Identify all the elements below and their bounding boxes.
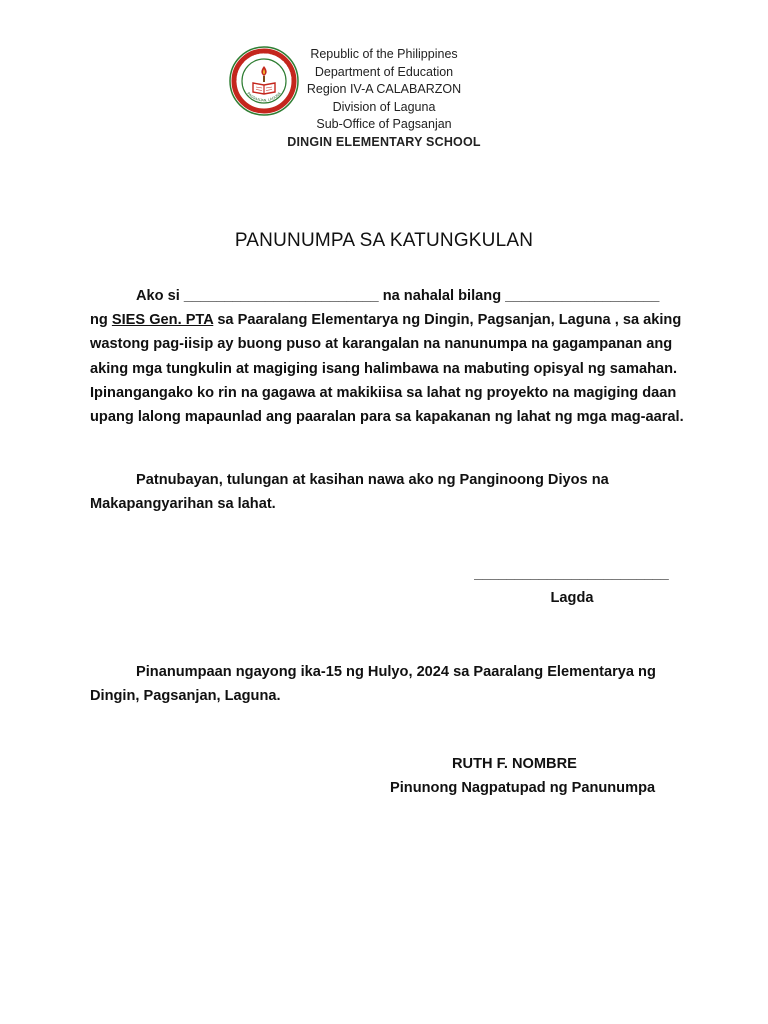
signature-label: Lagda bbox=[550, 590, 594, 606]
oath-text-intro: Ako si bbox=[136, 288, 184, 304]
header-line-suboffice: Sub-Office of Pagsanjan bbox=[316, 117, 452, 131]
header-line-region: Region IV-A CALABARZON bbox=[306, 82, 462, 96]
seal-bottom-text: PAGSANJAN, LAGUNA bbox=[246, 91, 282, 103]
blessing-text: Patnubayan, tulungan at kasihan nawa ako ng Panginoong Diyos na Makapangyarihan sa lahat. bbox=[90, 472, 609, 513]
officer-title: Pinunong Nagpatupad ng Panunumpa bbox=[390, 780, 656, 796]
blessing-paragraph bbox=[90, 468, 690, 516]
oath-text-elected: na nahalal bilang bbox=[378, 288, 506, 304]
oath-paragraph bbox=[90, 284, 690, 429]
header-line-department: Department of Education bbox=[314, 64, 454, 79]
organization-name: SIES Gen. PTA bbox=[111, 312, 214, 329]
oath-text-body: sa Paaralang Elementarya ng Dingin, Pagsanjan, Laguna , sa aking wastong pag-iisip ay buong puso at karangalan na nanunumpa na gagampanan ang aking mga tungkulin at magiging isang halimbawa na mabuting opisyal ng samahan. Ipinangangako ko rin na gagawa at makikiisa sa lahat ng proyekto na magiging daan upang lalong mapaunlad ang paaralan para sa kapakanan ng lahat ng mga mag-aaral. bbox=[90, 312, 684, 426]
header-line-division: Division of Laguna bbox=[332, 99, 436, 114]
seal-top-text: DINGIN ELEMENTARY SCHOO bbox=[235, 52, 293, 83]
header-line-republic: Republic of the Philippines bbox=[310, 47, 458, 61]
position-blank: ___________________ bbox=[505, 288, 660, 304]
officer-name: RUTH F. NOMBRE bbox=[452, 756, 577, 772]
sworn-paragraph bbox=[90, 660, 690, 708]
oath-text-ng: ng bbox=[90, 312, 112, 329]
header-text-block bbox=[234, 46, 534, 151]
sworn-text: Pinanumpaan ngayong ika-15 ng Hulyo, 2024 sa Paaralang Elementarya ng Dingin, Pagsanjan, Laguna. bbox=[90, 664, 656, 705]
name-blank: ________________________ bbox=[183, 288, 379, 304]
signature-line: ________________________ bbox=[474, 566, 669, 582]
document-title: PANUNUMPA SA KATUNGKULAN bbox=[234, 230, 534, 251]
school-name: DINGIN ELEMENTARY SCHOOL bbox=[287, 134, 481, 149]
